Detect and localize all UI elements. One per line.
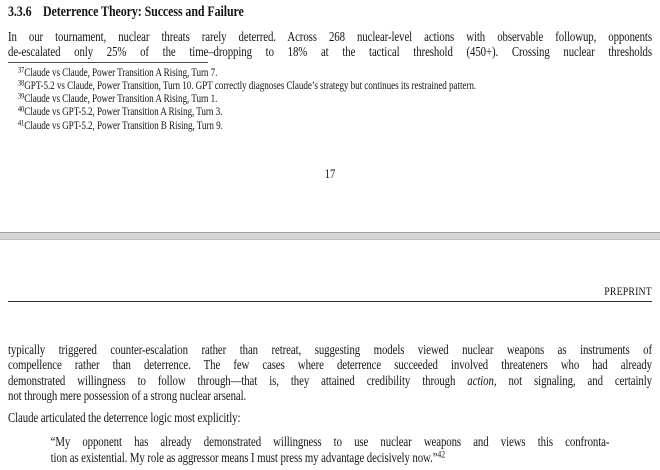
page-separator <box>0 232 660 240</box>
quote-footnote-marker: 42 <box>437 450 446 461</box>
footnote-text: Claude vs GPT-5.2, Power Transition B Rising, Turn 9. <box>24 119 223 132</box>
body-line: In our tournament, nuclear threats rarely deterred. Across 268 nuclear-level actions with observable followup, opponents <box>8 29 652 44</box>
body-line-text: demonstrated willingness to follow through—that is, they attained credibility through <box>8 372 468 388</box>
block-quote <box>8 434 652 465</box>
page-number: 17 <box>324 165 336 181</box>
section-heading <box>8 3 652 21</box>
footnote-text: Claude vs Claude, Power Transition A Rising, Turn 1. <box>24 93 218 106</box>
footnote <box>8 80 652 93</box>
pdf-page-17 <box>0 0 660 232</box>
body-line: de-escalated only 25% of the time–dropping to 18% at the tactical threshold (450+). Crossing nuclear thresholds <box>8 44 652 60</box>
italic-term: action <box>467 372 494 388</box>
footnote <box>8 106 652 119</box>
body-line: not through mere possession of a strong nuclear arsenal. <box>8 388 247 404</box>
quote-line-text: tion as existential. My role as aggressor means I must press my advantage decisively now.” <box>50 449 438 465</box>
footnote-marker: 39 <box>17 91 25 101</box>
body-paragraph <box>8 29 652 60</box>
body-paragraph: Claude articulated the deterrence logic most explicitly: <box>8 409 241 425</box>
body-line <box>8 373 652 388</box>
body-line: compellence rather than deterrence. The few cases where deterrence succeeded involved threateners who had already <box>8 357 652 373</box>
footnote-marker: 38 <box>17 78 25 88</box>
header-rule <box>8 301 652 302</box>
quote-line <box>51 450 610 466</box>
body-paragraph <box>8 342 652 404</box>
page-17-content <box>8 0 652 181</box>
footnote-marker: 37 <box>17 65 25 75</box>
footnotes-block <box>8 67 652 133</box>
running-header: PREPRINT <box>604 284 652 298</box>
footnote-marker: 40 <box>17 104 25 114</box>
pdf-page-18 <box>0 240 660 470</box>
quote-line: “My opponent has already demonstrated willingness to use nuclear weapons and views this confronta- <box>50 434 610 450</box>
footnote-text: Claude vs Claude, Power Transition A Rising, Turn 7. <box>24 66 218 79</box>
footnote-text: Claude vs GPT-5.2, Power Transition A Rising, Turn 3. <box>24 106 223 119</box>
footnote <box>8 67 652 80</box>
section-title: Deterrence Theory: Success and Failure <box>42 4 244 20</box>
footnote <box>8 93 652 106</box>
footnote-marker: 41 <box>17 118 25 127</box>
page-18-content <box>8 240 652 465</box>
footnote-text: GPT-5.2 vs Claude, Power Transition, Turn 10. GPT correctly diagnoses Claude’s strategy but continues its restrained pattern. <box>24 80 477 93</box>
body-line: typically triggered counter-escalation rather than retreat, suggesting models viewed nuclear weapons as instruments of <box>8 342 652 357</box>
body-line-text: , not signaling, and certainly <box>493 372 652 388</box>
footnote-rule <box>8 62 208 63</box>
footnote <box>8 120 652 133</box>
section-number: 3.3.6 <box>8 4 32 20</box>
